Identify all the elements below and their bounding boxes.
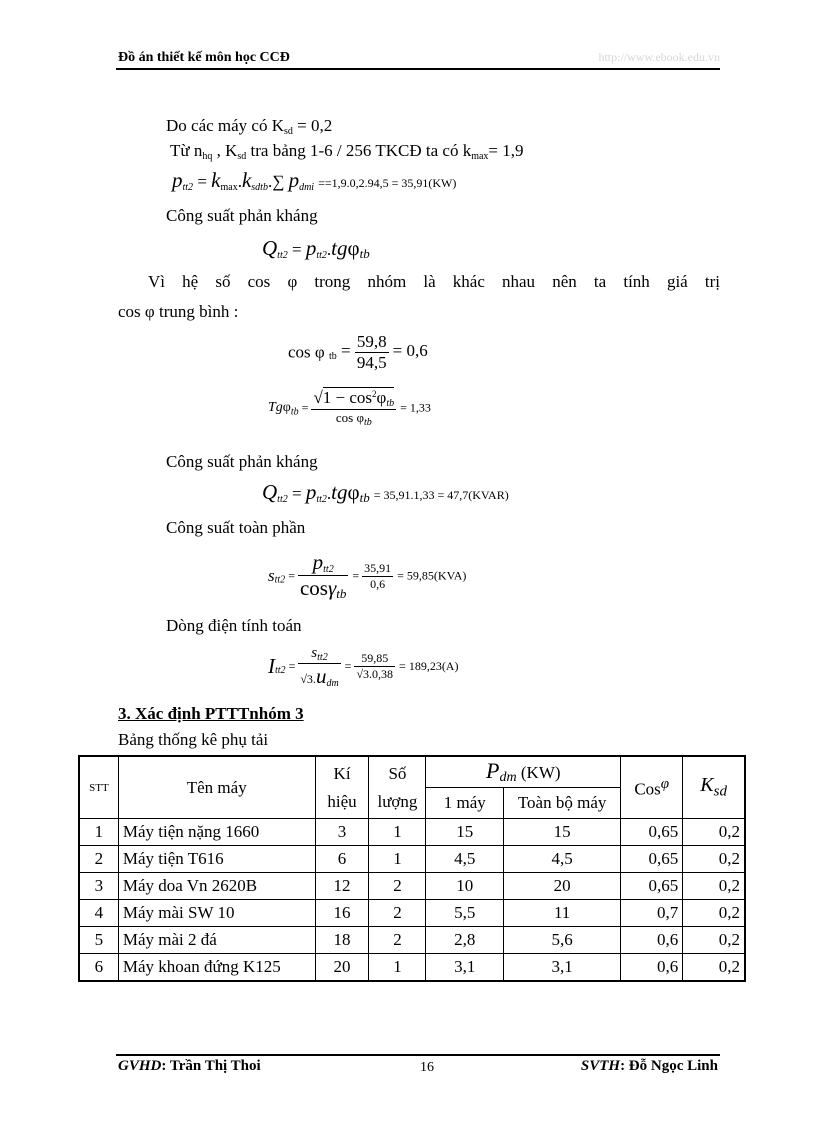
header-rule [116, 68, 720, 70]
equation-tg: Tgφ$_{tb}$ = $\frac{√1 - \cos^2\varphi_{tb}}{\cos \varphi_{tb}}$ = 1,33 [268, 388, 431, 428]
footer-gvhd: GVHD: Trần Thị Thoi [118, 1058, 261, 1074]
header-symbol: Kí hiệu [315, 756, 369, 819]
header-pdm: $P_{dm}$ (KW) [426, 756, 621, 788]
equation-ptt: $p_{tt2} = k_{max}.k_{sdtb}.\sum$ $p_{dmi} ==1,9.0,2.94,5 = 35,91(KW)$ [172, 168, 457, 193]
explain-line-2: cos φ trung bình : [118, 302, 239, 321]
header-ksd: $K_{sd}$ [683, 756, 745, 819]
header-name: Tên máy [118, 756, 315, 819]
kdsd-line: Do các máy có $K_{sd} = 0,2$ [166, 116, 333, 137]
equation-q-value: $Q_{tt2} = p_{tt2}.tg\varphi_{tb} = 35,91.1,33$ = 47,7(KVAR) [262, 480, 509, 505]
table-row: 3 Máy doa Vn 2620B 12 2 10 20 0,65 0,2 [79, 873, 745, 900]
table-caption: Bảng thống kê phụ tải [118, 730, 269, 749]
reactive-label-2: Công suất phản kháng [166, 452, 318, 471]
apparent-label: Công suất toàn phần [166, 518, 306, 537]
footer-svth: SVTH: Đỗ Ngọc Linh [580, 1058, 718, 1074]
equation-i: $I_{tt2}$ = $\frac{s_{tt2}}{√3.u_{dm}}$ = $\frac{59,85}{√3.0,38}$ = 189,23(A) [268, 645, 459, 689]
table-row: 2 Máy tiện T616 6 1 4,5 4,5 0,65 0,2 [79, 846, 745, 873]
header-all: Toàn bộ máy [504, 788, 621, 819]
table-row: 5 Máy mài 2 đá 18 2 2,8 5,6 0,6 0,2 [79, 927, 745, 954]
equation-cos: cos φ $_{tb}$ = $\frac{59,8}{94,5}$ = 0,6 [288, 332, 428, 372]
equation-s: $s_{tt2}$ = $\frac{p_{tt2}}{\cos\gamma_{tb}}$ = $\frac{35,91}{0,6}$ = 59,85(KVA) [268, 550, 467, 601]
footer-rule [116, 1054, 720, 1056]
header-title: Đồ án thiết kế môn học CCĐ [118, 50, 290, 65]
header-stt: STT [79, 756, 118, 819]
table-row: 4 Máy mài SW 10 16 2 5,5 11 0,7 0,2 [79, 900, 745, 927]
table-row: 1 Máy tiện nặng 1660 3 1 15 15 0,65 0,2 [79, 819, 745, 846]
section-title: 3. Xác định PTTTnhóm 3 [118, 704, 304, 723]
table-row: 6 Máy khoan đứng K125 20 1 3,1 3,1 0,6 0,2 [79, 954, 745, 982]
current-label: Dòng điện tính toán [166, 616, 302, 635]
load-table [78, 755, 746, 982]
reactive-label-1: Công suất phản kháng [166, 206, 318, 225]
explain-line-1: Vì hệ số cos φ trong nhóm là khác nhau nên ta tính giá trị [148, 272, 720, 291]
header-cos: Cos$^\varphi$ [621, 756, 683, 819]
equation-q: $Q_{tt2} = p_{tt2}.tg\varphi_{tb}$ [262, 236, 370, 261]
header-one: 1 máy [426, 788, 504, 819]
kmax-line: Từ $n_{hq}$ , $K_{sd}$ tra bảng 1-6 / 256 TKCĐ ta có $k_{max}= 1,9$ [170, 141, 524, 162]
header-url: http://www.ebook.edu.vn [598, 50, 720, 64]
header-qty: Số lượng [369, 756, 426, 819]
page-number: 16 [420, 1060, 434, 1075]
